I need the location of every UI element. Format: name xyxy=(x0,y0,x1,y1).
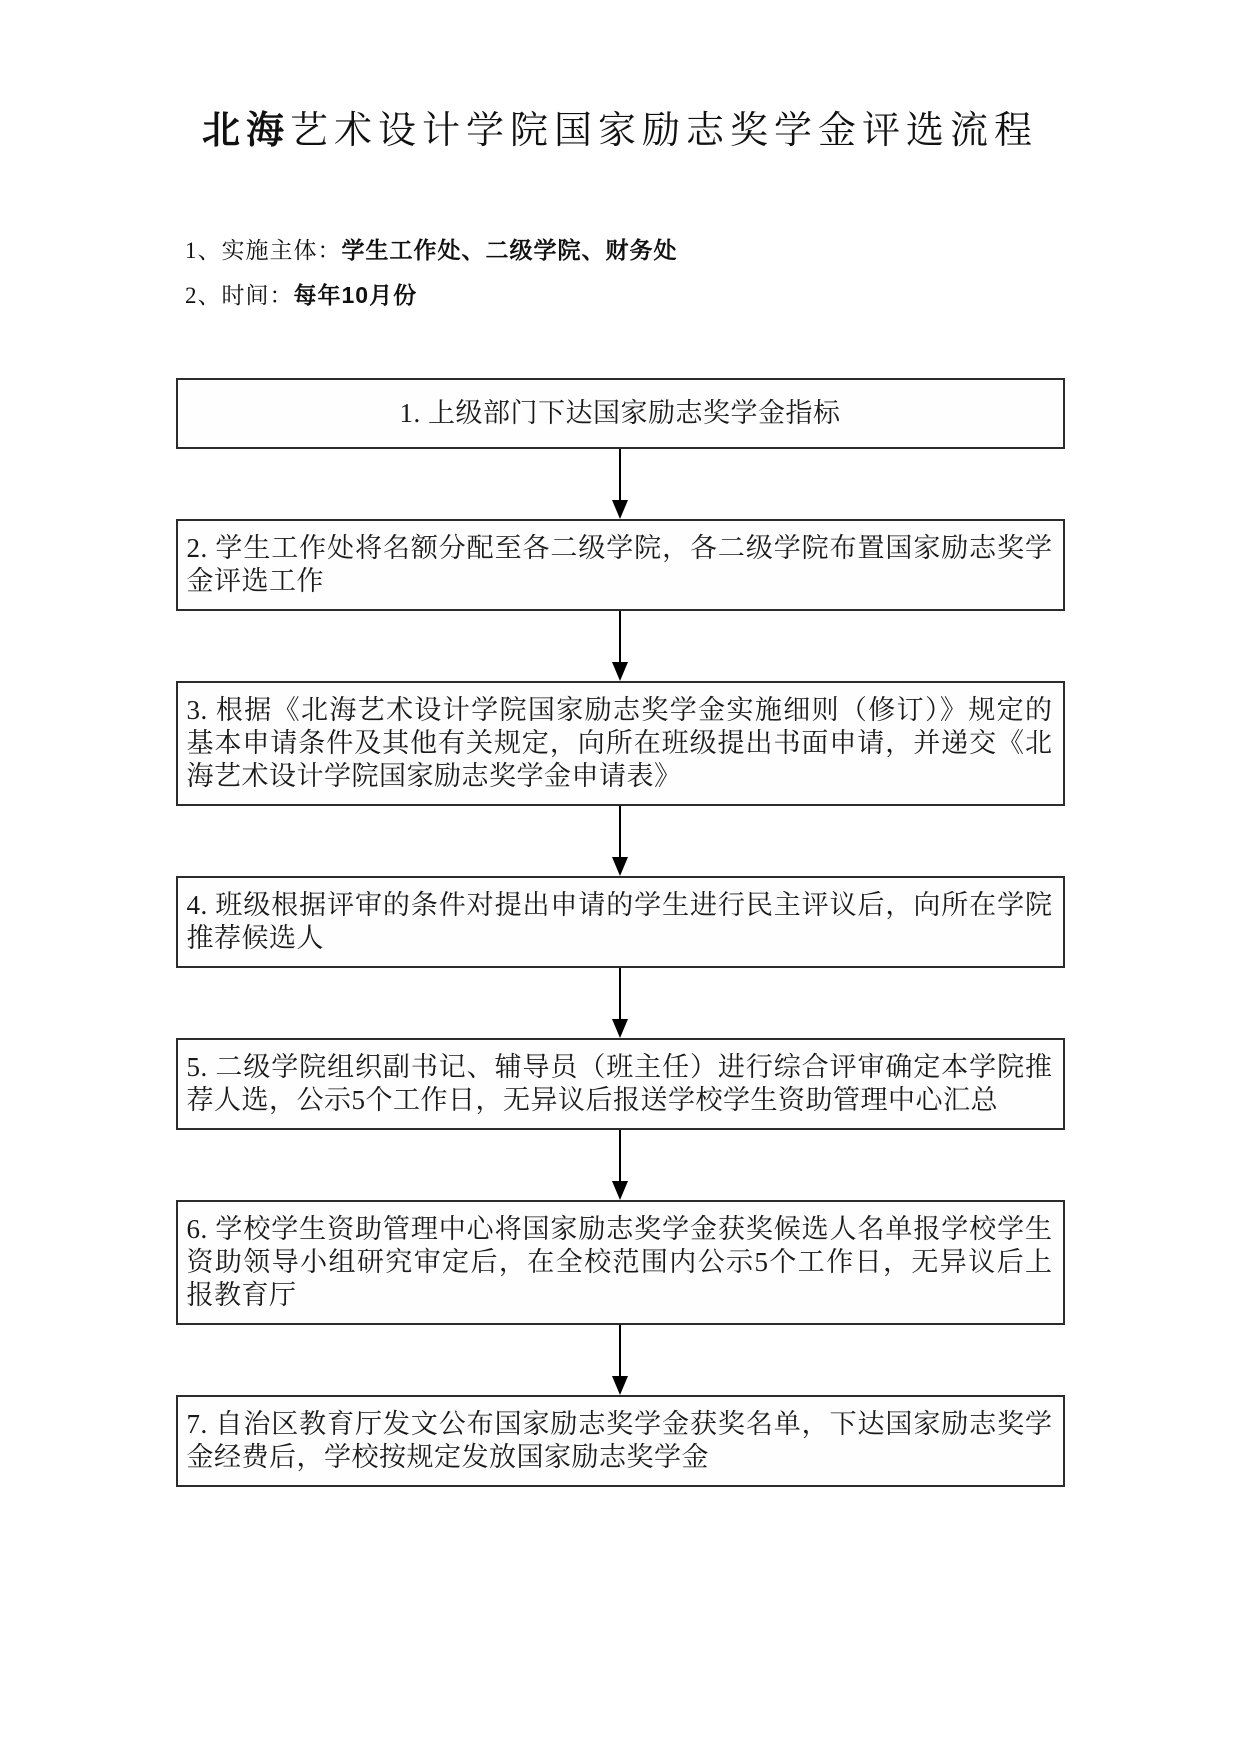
meta-item-subject xyxy=(185,228,1240,273)
flow-step-text: 4. 班级根据评审的条件对提出申请的学生进行民主评议后，向所在学院推荐候选人 xyxy=(186,889,1053,953)
flow-step-6 xyxy=(176,1200,1065,1325)
arrow-line xyxy=(619,806,621,859)
page-title-bold-part: 北海 xyxy=(201,110,290,152)
arrow-down-icon xyxy=(612,1376,628,1395)
meta-item-time xyxy=(185,273,1240,318)
arrow-line xyxy=(619,968,621,1021)
arrow-line xyxy=(619,1325,621,1378)
arrow-down-icon xyxy=(612,1181,628,1200)
meta-item-value: 每年10月份 xyxy=(293,281,418,308)
flow-arrow-2 xyxy=(176,611,1065,681)
meta-item-prefix: 1、实施主体： xyxy=(185,237,342,263)
flow-step-1 xyxy=(176,378,1065,449)
meta-list xyxy=(185,228,1240,318)
arrow-down-icon xyxy=(612,662,628,681)
flow-arrow-6 xyxy=(176,1325,1065,1395)
flow-step-text: 5. 二级学院组织副书记、辅导员（班主任）进行综合评审确定本学院推荐人选，公示5个工作日，无异议后报送学校学生资助管理中心汇总 xyxy=(186,1051,1053,1115)
meta-item-value: 学生工作处、二级学院、财务处 xyxy=(341,236,678,263)
page-title xyxy=(0,0,1240,156)
flow-step-text: 2. 学生工作处将名额分配至各二级学院，各二级学院布置国家励志奖学金评选工作 xyxy=(186,532,1053,596)
flow-step-4 xyxy=(176,876,1065,968)
page-title-regular-part: 艺术设计学院国家励志奖学金评选流程 xyxy=(290,110,1039,152)
meta-item-prefix: 2、时间： xyxy=(185,282,294,308)
arrow-line xyxy=(619,1130,621,1183)
flow-step-2 xyxy=(176,519,1065,611)
arrow-down-icon xyxy=(612,857,628,876)
flow-step-5 xyxy=(176,1038,1065,1130)
flow-step-7 xyxy=(176,1395,1065,1487)
flow-step-3 xyxy=(176,681,1065,806)
flow-arrow-5 xyxy=(176,1130,1065,1200)
flow-step-text: 1. 上级部门下达国家励志奖学金指标 xyxy=(399,397,841,428)
arrow-down-icon xyxy=(612,1019,628,1038)
arrow-line xyxy=(619,611,621,664)
flow-arrow-4 xyxy=(176,968,1065,1038)
flow-arrow-3 xyxy=(176,806,1065,876)
arrow-line xyxy=(619,449,621,502)
flow-step-text: 7. 自治区教育厅发文公布国家励志奖学金获奖名单，下达国家励志奖学金经费后，学校按规定发放国家励志奖学金 xyxy=(186,1408,1053,1472)
flow-step-text: 6. 学校学生资助管理中心将国家励志奖学金获奖候选人名单报学校学生资助领导小组研究审定后，在全校范围内公示5个工作日，无异议后上报教育厅 xyxy=(186,1213,1053,1310)
flow-arrow-1 xyxy=(176,449,1065,519)
arrow-down-icon xyxy=(612,500,628,519)
flow-step-text: 3. 根据《北海艺术设计学院国家励志奖学金实施细则（修订）》规定的基本申请条件及其他有关规定，向所在班级提出书面申请，并递交《北海艺术设计学院国家励志奖学金申请表》 xyxy=(186,694,1053,791)
flowchart xyxy=(176,378,1065,1487)
